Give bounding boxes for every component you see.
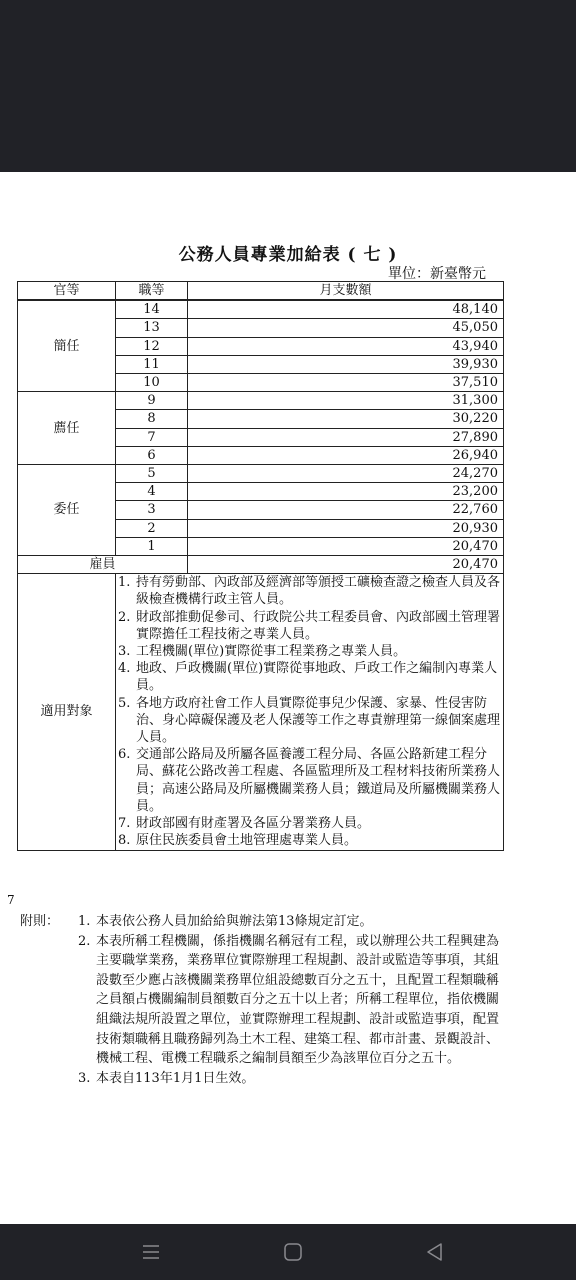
amount-cell: 20,930 [188, 519, 504, 537]
grade-cell: 12 [116, 337, 188, 355]
currency-unit: 單位：新臺幣元 [388, 266, 486, 282]
item-text: 本表依公務人員加給給與辦法第13條規定訂定。 [96, 914, 373, 929]
item-number: 1. [78, 914, 91, 929]
amount-cell: 43,940 [188, 337, 504, 355]
grade-cell: 13 [116, 319, 188, 337]
item-number: 6. [118, 747, 131, 763]
margin-number: 7 [7, 893, 15, 907]
item-number: 2. [118, 609, 131, 625]
header-grade: 職等 [116, 282, 188, 301]
item-text: 本表自113年1月1日生效。 [96, 1070, 255, 1086]
applicable-label: 適用對象 [18, 574, 116, 850]
item-text: 財政部推動促參司、行政院公共工程委員會、內政部國土管理署實際擔任工程技術之專業人員。 [136, 609, 501, 642]
table-row [18, 300, 504, 319]
home-icon [282, 1241, 304, 1263]
grade-cell: 2 [116, 519, 188, 537]
allowance-table [17, 281, 504, 851]
amount-cell: 26,940 [188, 446, 504, 464]
header-amount: 月支數額 [188, 282, 504, 301]
item-text: 工程機關(單位)實際從事工程業務之專業人員。 [136, 644, 407, 660]
item-text: 持有勞動部、內政部及經濟部等頒授工礦檢查證之檢查人員及各級檢查機構行政主管人員。 [136, 575, 501, 608]
list-item [118, 832, 503, 849]
home-button[interactable] [273, 1234, 313, 1270]
grade-cell: 8 [116, 410, 188, 428]
item-number: 5. [118, 695, 131, 711]
back-button[interactable] [415, 1234, 455, 1270]
grade-cell: 5 [116, 465, 188, 483]
item-text: 交通部公路局及所屬各區養護工程分局、各區公路新建工程分局、蘇花公路改善工程處、各區監理所及工程材料技術所業務人員；高速公路局及所屬機關業務人員；鐵道局及所屬機關業務人員。 [136, 747, 501, 814]
item-text: 各地方政府社會工作人員實際從事兒少保護、家暴、性侵害防治、身心障礙保護及老人保護等工作之專責辦理第一線個案處理人員。 [136, 695, 501, 746]
list-item [118, 643, 503, 660]
grade-cell: 6 [116, 446, 188, 464]
grade-cell: 14 [116, 300, 188, 319]
navigation-bar [0, 1224, 576, 1280]
item-number: 4. [118, 661, 131, 677]
header-rank: 官等 [18, 282, 116, 301]
notes-list [20, 912, 510, 1088]
notes-section [20, 912, 510, 1088]
amount-cell: 30,220 [188, 410, 504, 428]
applicable-list-cell [116, 574, 504, 850]
rank-cell: 委任 [18, 465, 116, 556]
employee-row [18, 556, 504, 574]
table-row [18, 392, 504, 410]
item-number: 2. [78, 933, 91, 949]
amount-cell: 20,470 [188, 537, 504, 555]
grade-cell: 1 [116, 537, 188, 555]
amount-cell: 22,760 [188, 501, 504, 519]
amount-cell: 39,930 [188, 355, 504, 373]
list-item [118, 609, 503, 643]
table-row [18, 465, 504, 483]
grade-cell: 4 [116, 483, 188, 501]
rank-cell: 簡任 [18, 300, 116, 392]
item-number: 7. [118, 816, 131, 832]
list-item [78, 912, 510, 932]
amount-cell: 23,200 [188, 483, 504, 501]
table-header-row [18, 282, 504, 301]
list-item [118, 574, 503, 608]
amount-cell: 27,890 [188, 428, 504, 446]
applicable-list [116, 574, 503, 849]
list-item [78, 932, 510, 1069]
item-number: 8. [118, 833, 131, 849]
menu-button[interactable] [131, 1234, 171, 1270]
list-item [118, 746, 503, 815]
item-number: 3. [118, 644, 131, 660]
item-text: 本表所稱工程機關，係指機關名稱冠有工程，或以辦理公共工程興建為主要職掌業務，業務單位實際辦理工程規劃、設計或監造等事項，其組設數至少應占該機關業務單位組設總數百分之五十，且配置工程類職稱之員額占機關編制員額數百分之五十以上者；所稱工程單位，指依機關組織法規所設置之單位，並實際辦理工程規劃、設計或監造事項，配置技術類職稱且職務歸列為土木工程、建築工程、都市計畫、景觀設計、機械工程、電機工程職系之編制員額至少為該單位百分之五十。 [96, 933, 500, 1067]
list-item [118, 815, 503, 832]
rank-cell: 薦任 [18, 392, 116, 465]
grade-cell: 11 [116, 355, 188, 373]
applicable-row [18, 574, 504, 850]
item-text: 財政部國有財產署及各區分署業務人員。 [136, 816, 371, 832]
notes-label: 附則： [20, 914, 60, 929]
item-number: 3. [78, 1070, 91, 1086]
item-number: 1. [118, 575, 131, 591]
employee-amount: 20,470 [188, 556, 504, 574]
item-text: 原住民族委員會土地管理處專業人員。 [136, 833, 358, 849]
list-item [118, 660, 503, 694]
list-item [78, 1069, 510, 1089]
item-text: 地政、戶政機關(單位)實際從事地政、戶政工作之編制內專業人員。 [136, 661, 498, 694]
grade-cell: 7 [116, 428, 188, 446]
employee-label: 雇員 [18, 556, 188, 574]
menu-icon [141, 1242, 161, 1262]
back-icon [424, 1241, 446, 1263]
amount-cell: 48,140 [188, 300, 504, 319]
list-item [118, 695, 503, 747]
amount-cell: 24,270 [188, 465, 504, 483]
amount-cell: 45,050 [188, 319, 504, 337]
grade-cell: 3 [116, 501, 188, 519]
grade-cell: 10 [116, 374, 188, 392]
amount-cell: 37,510 [188, 374, 504, 392]
document-title: 公務人員專業加給表 ( 七 ) [178, 245, 398, 265]
status-bar [0, 0, 576, 172]
grade-cell: 9 [116, 392, 188, 410]
amount-cell: 31,300 [188, 392, 504, 410]
